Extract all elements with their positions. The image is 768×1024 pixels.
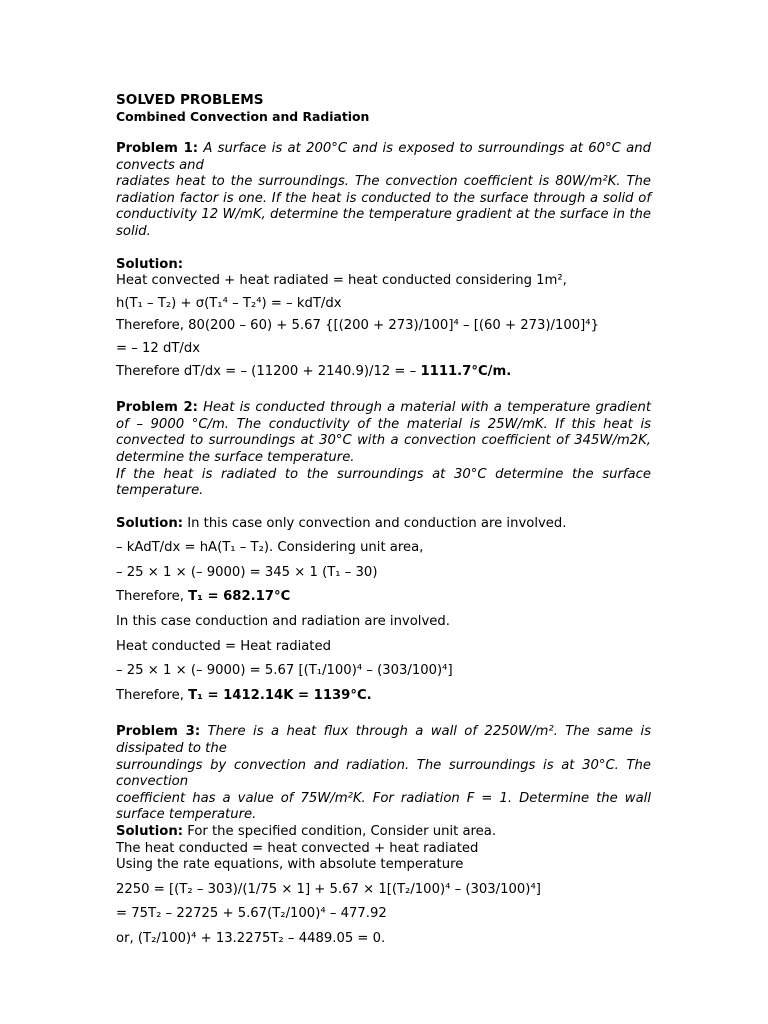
problem-3-step-3: 2250 = [(T₂ – 303)/(1/75 × 1] + 5.67 × 1[(T₂/100)⁴ – (303/100)⁴] — [116, 881, 541, 897]
problem-2-answer-1: T₁ = 682.17°C — [188, 589, 291, 605]
problem-2-step-4: In this case conduction and radiation are involved. — [116, 614, 450, 630]
problem-3-text-b: surroundings by convection and radiation. The surroundings is at 30°C. The convection — [116, 757, 651, 790]
problem-2-step-7 — [116, 688, 651, 705]
problem-1-step-5 — [116, 364, 651, 381]
problem-1-step-2: h(T₁ – T₂) + σ(T₁⁴ – T₂⁴) = – kdT/dx — [116, 295, 342, 311]
problem-1-solution-label: Solution: — [116, 256, 184, 272]
problem-2-step-3 — [116, 589, 651, 606]
problem-3-solution-label: Solution: — [116, 824, 184, 839]
problem-1-text-a: A surface is at 200°C and is exposed to surroundings at 60°C and convects and — [116, 141, 651, 173]
problem-2-step-1: – kAdT/dx = hA(T₁ – T₂). Considering unit area, — [116, 540, 424, 556]
problem-3-label: Problem 3: — [116, 724, 201, 740]
problem-2-step-5: Heat conducted = Heat radiated — [116, 638, 331, 654]
page-subtitle: Combined Convection and Radiation — [116, 109, 370, 124]
problem-1-step-5-text: Therefore dT/dx = – (11200 + 2140.9)/12 = – — [116, 363, 417, 379]
problem-2-answer-2: T₁ = 1412.14K = 1139°C. — [188, 687, 372, 703]
problem-2-step-3-text: Therefore, — [116, 589, 184, 605]
problem-1-statement — [116, 141, 651, 174]
problem-2-label: Problem 2: — [116, 400, 198, 416]
problem-3-step-5: or, (T₂/100)⁴ + 13.2275T₂ – 4489.05 = 0. — [116, 930, 386, 946]
problem-2-text-a: Heat is conducted through a material with a temperature gradient of – 9000 °C/m. The conductivity of the material is 25W/mK. If this heat is convected to surroundings at 30°C with a convection coefficient of 345W/m2K, determine the surface temperature. — [116, 400, 651, 465]
problem-2-step-7-text: Therefore, — [116, 687, 184, 703]
problem-1-step-3: Therefore, 80(200 – 60) + 5.67 {[(200 + 273)/100]⁴ – [(60 + 273)/100]⁴} — [116, 318, 599, 334]
problem-2-solution — [116, 516, 651, 533]
problem-3-solution — [116, 824, 651, 841]
problem-2-statement — [116, 400, 651, 466]
problem-2-solution-label: Solution: — [116, 515, 184, 531]
problem-1-step-1: Heat convected + heat radiated = heat conducted considering 1m², — [116, 273, 567, 289]
problem-1-label: Problem 1: — [116, 141, 199, 156]
problem-3-step-4: = 75T₂ – 22725 + 5.67(T₂/100)⁴ – 477.92 — [116, 906, 387, 922]
problem-1-step-4: = – 12 dT/dx — [116, 340, 201, 356]
problem-3-step-1: The heat conducted = heat convected + heat radiated — [116, 840, 479, 856]
problem-2-step-6: – 25 × 1 × (– 9000) = 5.67 [(T₁/100)⁴ – (303/100)⁴] — [116, 663, 453, 679]
problem-3-solution-text: For the specified condition, Consider unit area. — [187, 824, 497, 839]
page-title: SOLVED PROBLEMS — [116, 92, 264, 108]
problem-2-step-2: – 25 × 1 × (– 9000) = 345 × 1 (T₁ – 30) — [116, 564, 378, 580]
problem-1-answer: 1111.7°C/m. — [420, 363, 512, 379]
problem-2-text-b: If the heat is radiated to the surroundings at 30°C determine the surface temperature. — [116, 466, 651, 499]
document-page — [116, 92, 651, 948]
problem-1-text-b: radiates heat to the surroundings. The convection coefficient is 80W/m²K. The radiation factor is one. If the heat is conducted to the surface through a solid of conductivity 12 W/mK, determine the temperature gradient at the surface in the solid. — [116, 174, 651, 239]
problem-3-text-a: There is a heat flux through a wall of 2250W/m². The same is dissipated to the — [116, 724, 651, 757]
problem-2-solution-text: In this case only convection and conduction are involved. — [187, 515, 567, 531]
problem-3-statement — [116, 724, 651, 757]
problem-3-step-2: Using the rate equations, with absolute temperature — [116, 857, 464, 873]
problem-3-text-c: coefficient has a value of 75W/m²K. For radiation F = 1. Determine the wall surface temperature. — [116, 790, 651, 823]
